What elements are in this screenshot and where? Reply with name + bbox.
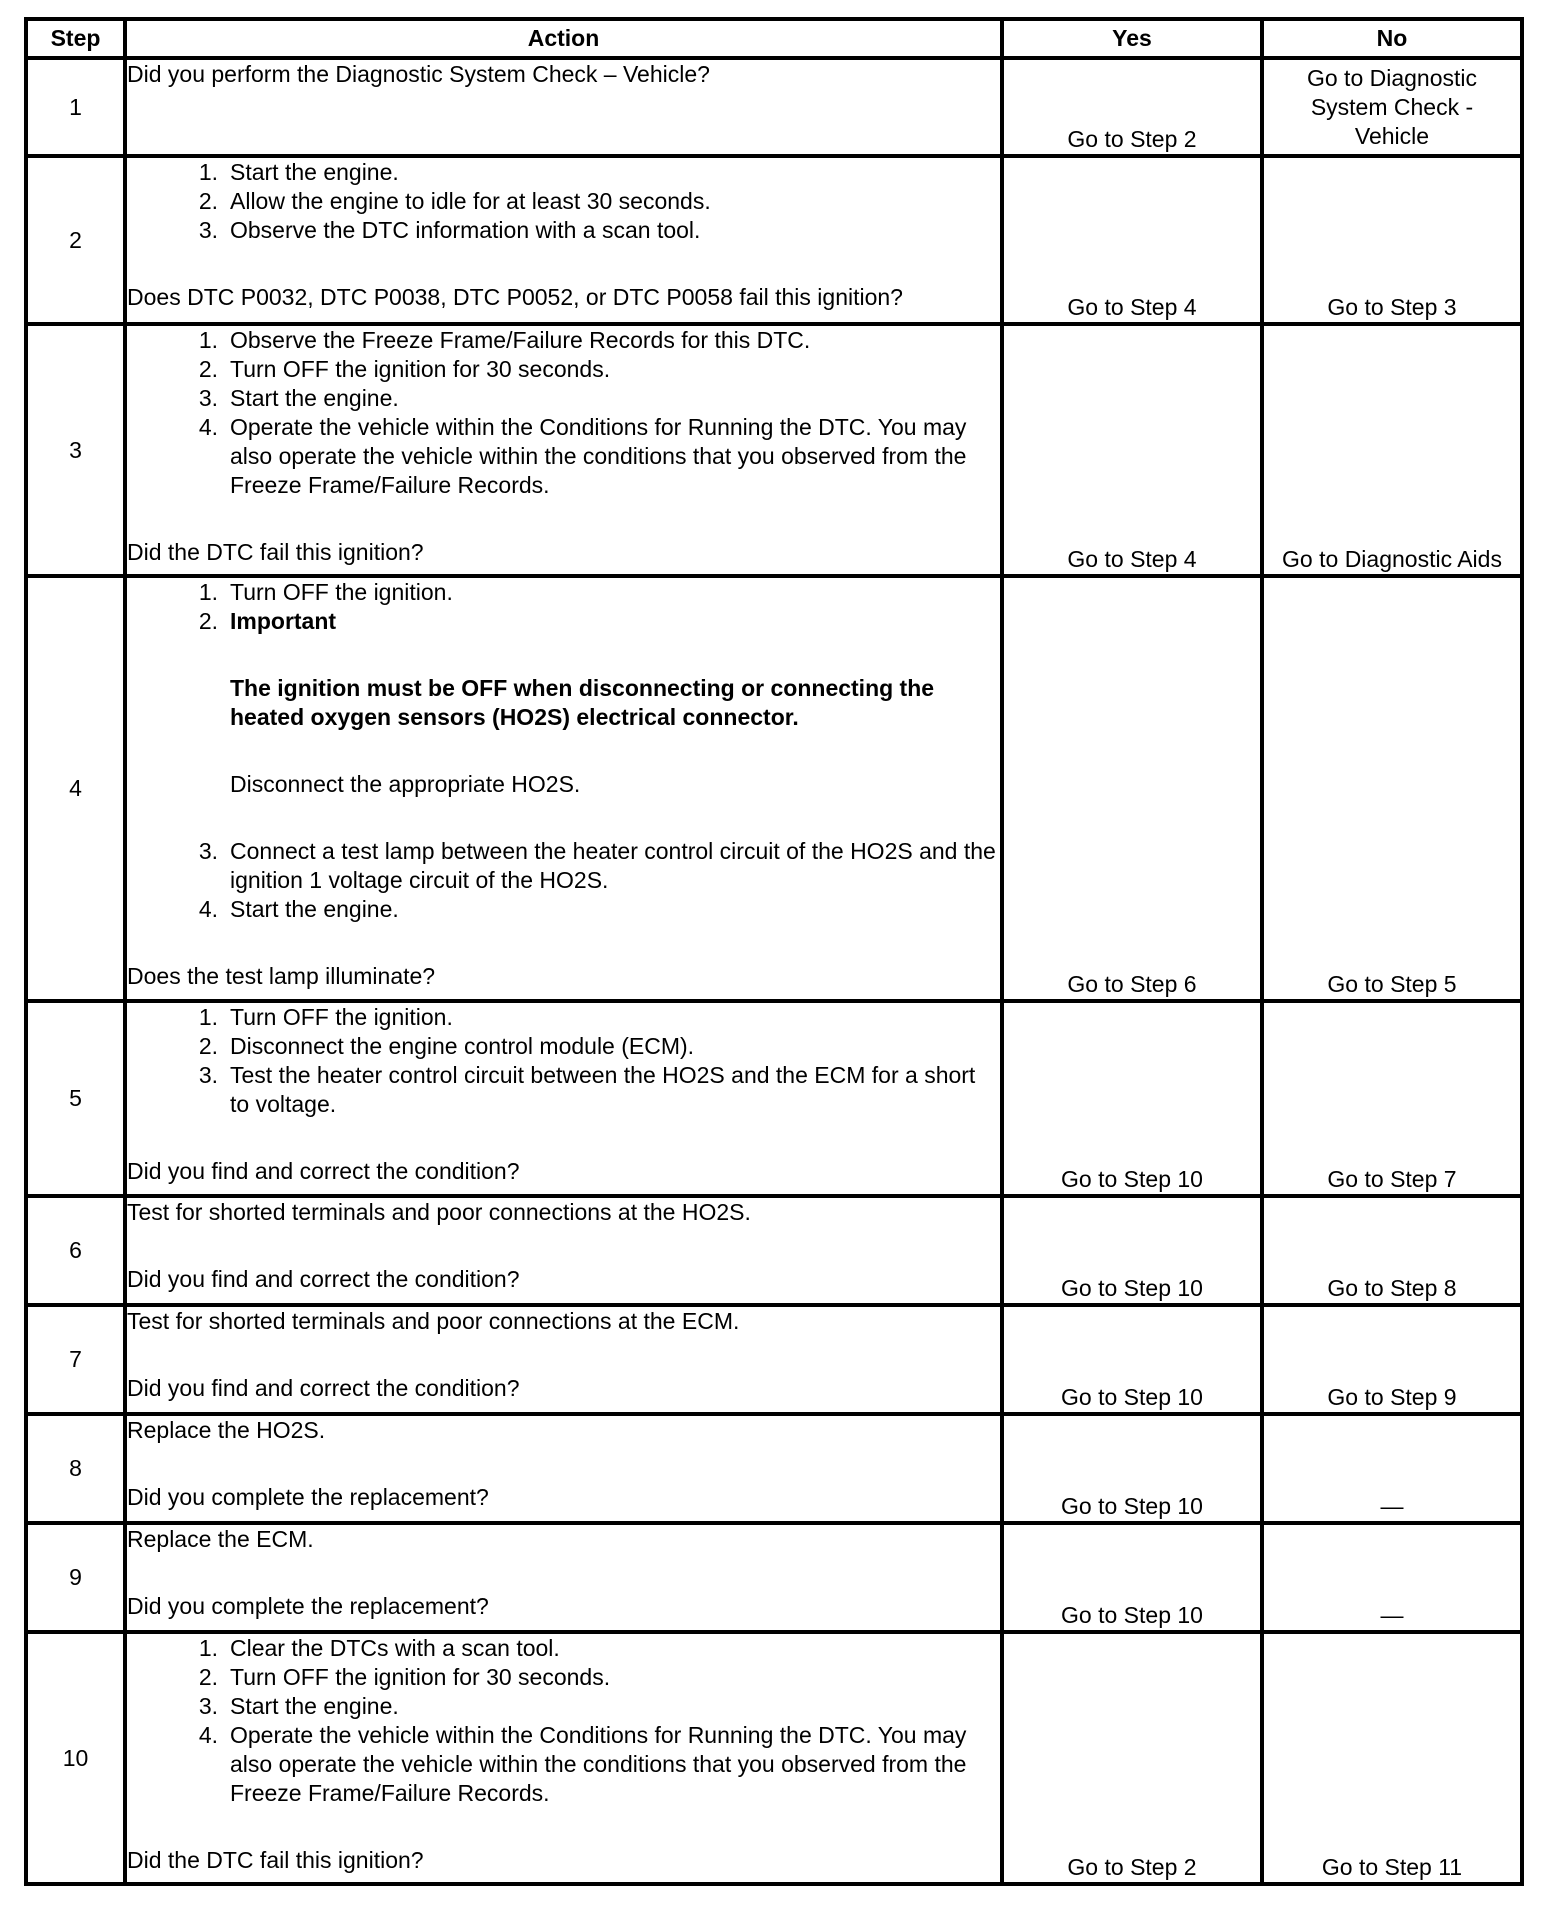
step-number: 8 — [26, 1414, 125, 1523]
action-text: Did you perform the Diagnostic System Check – Vehicle? — [127, 61, 710, 87]
item-number: 2. — [198, 608, 218, 634]
header-row — [26, 19, 1522, 58]
item-text: Observe the Freeze Frame/Failure Records for this DTC. — [230, 327, 811, 353]
item-number: 1. — [198, 327, 218, 353]
yes-cell: Go to Step 10 — [1002, 1414, 1262, 1523]
no-line: System Check - — [1310, 94, 1474, 120]
table-row — [26, 156, 1522, 324]
item-text: Turn OFF the ignition for 30 seconds. — [230, 356, 611, 382]
action-cell — [125, 1632, 1002, 1884]
step-number: 3 — [26, 324, 125, 576]
list-item — [127, 1634, 1000, 1663]
no-cell: — — [1262, 1414, 1522, 1523]
list-item — [127, 1003, 1000, 1032]
item-text: Allow the engine to idle for at least 30 seconds. — [230, 188, 711, 214]
question-text: Did you complete the replacement? — [127, 1484, 489, 1510]
list-item — [127, 355, 1000, 384]
no-line: Go to Diagnostic — [1306, 65, 1478, 91]
item-text: Turn OFF the ignition. — [230, 579, 453, 605]
item-text: Start the engine. — [230, 896, 399, 922]
no-cell: Go to Diagnostic Aids — [1262, 324, 1522, 576]
item-number: 1. — [198, 1004, 218, 1030]
step-number: 6 — [26, 1196, 125, 1305]
item-number: 3. — [198, 1693, 218, 1719]
question-text: Did you complete the replacement? — [127, 1593, 489, 1619]
item-text: Turn OFF the ignition. — [230, 1004, 453, 1030]
sub-action: Disconnect the appropriate HO2S. — [230, 771, 581, 797]
step-number: 5 — [26, 1001, 125, 1196]
yes-cell: Go to Step 10 — [1002, 1523, 1262, 1632]
yes-cell: Go to Step 10 — [1002, 1196, 1262, 1305]
item-number: 3. — [198, 1062, 218, 1088]
table-row — [26, 1523, 1522, 1632]
item-text: Start the engine. — [230, 385, 399, 411]
item-number: 4. — [198, 414, 218, 440]
yes-cell: Go to Step 6 — [1002, 576, 1262, 1001]
header-yes: Yes — [1002, 19, 1262, 58]
item-number: 1. — [198, 159, 218, 185]
no-cell: — — [1262, 1523, 1522, 1632]
yes-cell: Go to Step 4 — [1002, 324, 1262, 576]
table-row — [26, 576, 1522, 1001]
yes-cell: Go to Step 10 — [1002, 1001, 1262, 1196]
item-text: Clear the DTCs with a scan tool. — [230, 1635, 560, 1661]
item-text: Connect a test lamp between the heater control circuit of the HO2S and the ignition 1 voltage circuit of the HO2S. — [230, 838, 996, 893]
action-cell — [125, 1523, 1002, 1632]
table-row — [26, 1196, 1522, 1305]
action-cell — [125, 1414, 1002, 1523]
item-text: Turn OFF the ignition for 30 seconds. — [230, 1664, 611, 1690]
question-text: Did the DTC fail this ignition? — [127, 1847, 424, 1873]
action-cell — [125, 1196, 1002, 1305]
yes-cell: Go to Step 2 — [1002, 1632, 1262, 1884]
action-cell — [125, 156, 1002, 324]
question-text: Did you find and correct the condition? — [127, 1158, 520, 1184]
no-cell: Go to Step 7 — [1262, 1001, 1522, 1196]
item-number: 4. — [198, 896, 218, 922]
item-text: Test the heater control circuit between the HO2S and the ECM for a short to voltage. — [230, 1062, 976, 1117]
no-cell: Go to Step 9 — [1262, 1305, 1522, 1414]
action-cell — [125, 1001, 1002, 1196]
list-item — [127, 1721, 1000, 1808]
step-number: 1 — [26, 58, 125, 156]
item-text: Observe the DTC information with a scan tool. — [230, 217, 701, 243]
list-item — [127, 187, 1000, 216]
list-item — [127, 1663, 1000, 1692]
item-number: 4. — [198, 1722, 218, 1748]
no-cell: Go to Step 3 — [1262, 156, 1522, 324]
item-text: Start the engine. — [230, 1693, 399, 1719]
no-line: Vehicle — [1354, 123, 1430, 149]
list-item — [127, 158, 1000, 187]
list-item — [127, 413, 1000, 500]
diagnostic-table — [24, 17, 1524, 1886]
step-number: 4 — [26, 576, 125, 1001]
table-row — [26, 1632, 1522, 1884]
header-action: Action — [125, 19, 1002, 58]
action-text: Replace the ECM. — [127, 1526, 314, 1552]
list-item — [127, 1061, 1000, 1119]
list-item — [127, 216, 1000, 245]
item-text: Start the engine. — [230, 159, 399, 185]
action-text: Test for shorted terminals and poor connections at the ECM. — [127, 1308, 740, 1334]
table-row — [26, 324, 1522, 576]
item-text: Operate the vehicle within the Conditions for Running the DTC. You may also operate the vehicle within the conditions that you observed from the Freeze Frame/Failure Records. — [230, 414, 967, 498]
action-text: Replace the HO2S. — [127, 1417, 326, 1443]
no-cell: Go to Step 5 — [1262, 576, 1522, 1001]
table-row — [26, 1001, 1522, 1196]
header-step: Step — [26, 19, 125, 58]
action-text: Test for shorted terminals and poor connections at the HO2S. — [127, 1199, 751, 1225]
item-number: 2. — [198, 188, 218, 214]
item-number: 2. — [198, 1033, 218, 1059]
item-number: 3. — [198, 217, 218, 243]
list-item — [127, 578, 1000, 607]
step-number: 7 — [26, 1305, 125, 1414]
item-number: 3. — [198, 385, 218, 411]
no-cell — [1262, 58, 1522, 156]
action-cell — [125, 324, 1002, 576]
important-label: Important — [230, 608, 337, 634]
yes-cell: Go to Step 2 — [1002, 58, 1262, 156]
item-number: 1. — [198, 579, 218, 605]
table-row — [26, 58, 1522, 156]
yes-cell: Go to Step 4 — [1002, 156, 1262, 324]
list-item — [127, 384, 1000, 413]
action-cell — [125, 58, 1002, 156]
list-item — [127, 837, 1000, 895]
list-item — [127, 607, 1000, 636]
question-text: Did the DTC fail this ignition? — [127, 539, 424, 565]
question-text: Did you find and correct the condition? — [127, 1266, 520, 1292]
item-number: 1. — [198, 1635, 218, 1661]
question-text: Did you find and correct the condition? — [127, 1375, 520, 1401]
item-text: Operate the vehicle within the Conditions for Running the DTC. You may also operate the vehicle within the conditions that you observed from the Freeze Frame/Failure Records. — [230, 1722, 967, 1806]
table-row — [26, 1414, 1522, 1523]
list-item — [127, 1692, 1000, 1721]
item-number: 3. — [198, 838, 218, 864]
action-cell — [125, 1305, 1002, 1414]
list-item — [127, 1032, 1000, 1061]
important-note: The ignition must be OFF when disconnecting or connecting the heated oxygen sensors (HO2S) electrical connector. — [230, 675, 935, 730]
item-text: Disconnect the engine control module (ECM). — [230, 1033, 695, 1059]
table-row — [26, 1305, 1522, 1414]
step-number: 10 — [26, 1632, 125, 1884]
step-number: 9 — [26, 1523, 125, 1632]
action-cell — [125, 576, 1002, 1001]
step-number: 2 — [26, 156, 125, 324]
header-no: No — [1262, 19, 1522, 58]
question-text: Does DTC P0032, DTC P0038, DTC P0052, or DTC P0058 fail this ignition? — [127, 284, 903, 310]
list-item — [127, 895, 1000, 924]
item-number: 2. — [198, 356, 218, 382]
list-item — [127, 326, 1000, 355]
question-text: Does the test lamp illuminate? — [127, 963, 436, 989]
no-cell: Go to Step 11 — [1262, 1632, 1522, 1884]
no-cell: Go to Step 8 — [1262, 1196, 1522, 1305]
item-number: 2. — [198, 1664, 218, 1690]
yes-cell: Go to Step 10 — [1002, 1305, 1262, 1414]
